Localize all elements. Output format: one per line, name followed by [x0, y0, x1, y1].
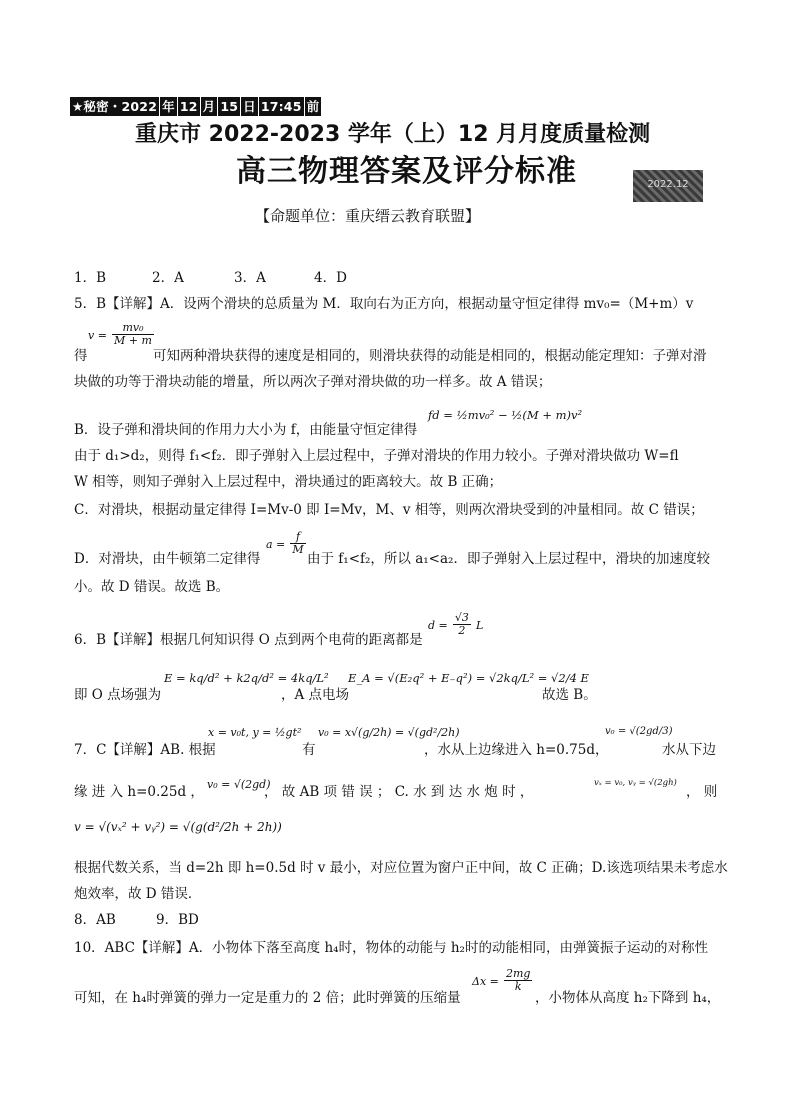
q7-line1-mid: 有 [302, 742, 316, 758]
q5-line6: W 相等，则知子弹射入上层过程中，滑块通过的距离较大。故 B 正确； [74, 474, 503, 490]
q7-line1-prefix: 7．C【详解】AB. 根据 [74, 742, 216, 758]
q5-line8-prefix: D．对滑块，由牛顿第二定律得 [74, 551, 261, 567]
q7-line5: 炮效率，故 D 错误． [74, 886, 202, 902]
secret-seg: 日 [243, 99, 256, 114]
formula-energy: fd = ½mv₀² − ½(M + m)v² [428, 408, 583, 422]
formula-xy: x = v₀t, y = ½gt² [208, 726, 302, 739]
q7-line4: 根据代数关系，当 d=2h 即 h=0.5d 时 v 最小，对应位置为窗户正中间，故 C 正确；D.该选项结果未考虑水 [74, 860, 728, 876]
formula-v0: v₀ = x√(g/2h) = √(gd²/2h) [318, 726, 460, 739]
secret-seg: 前 [306, 99, 320, 114]
formula-a: a = $\frac{f}{M}$ [266, 530, 304, 556]
q10-line2-end: ，小物体从高度 h₂下降到 h₄， [535, 990, 721, 1006]
q10-line1: 10．ABC【详解】A．小物体下落至高度 h₄时，物体的动能与 h₂时的动能相同，由弹簧振子运动的对称性 [74, 940, 708, 956]
q5-line2: 可知两种滑块获得的速度是相同的，则滑块获得的动能是相同的，根据动能定理知：子弹对滑 [153, 348, 707, 364]
answer-item: 3．A [234, 270, 266, 286]
formula-vxy: vₓ = v₀, vᵧ = √(2gh) [594, 778, 677, 788]
q6-line1: 6．B【详解】根据几何知识得 O 点到两个电荷的距离都是 [74, 632, 423, 648]
formula-v-total: v = √(vₓ² + vᵧ²) = √(g(d²/2h + 2h)) [74, 820, 282, 834]
q7-line2-prefix: 缘 进 入 h=0.25d ， [74, 784, 204, 800]
q5-line2-prefix: 得 [74, 348, 88, 364]
answer-item: 4．D [314, 270, 347, 286]
answer-item: 1．B [74, 270, 107, 286]
answers-1-4 [74, 268, 347, 288]
secret-seg: 12 [179, 99, 198, 114]
q5-line3: 块做的功等于滑块动能的增量，所以两次子弹对滑块做的功一样多。故 A 错误； [74, 374, 552, 390]
formula-dx: Δx = $\frac{2mg}{k}$ [472, 967, 531, 993]
formula-E: E = kq/d² + k2q/d² = 4kq/L² [164, 671, 329, 685]
secret-seg: 15 [220, 99, 239, 114]
q5-line1: 5．B【详解】A．设两个滑块的总质量为 M．取向右为正方向，根据动量守恒定律得 mv₀=（M+m）v [74, 296, 694, 312]
formula-d: d = $\frac{√3}{2}$ L [428, 611, 484, 637]
answer-item: 9．BD [156, 912, 199, 928]
formula-v0-b: v₀ = √(2gd) [207, 778, 271, 791]
date-stamp: 2022.12 [633, 170, 703, 202]
formula-v0-a: v₀ = √(2gd/3) [605, 726, 673, 737]
q6-line2-end: 故选 B。 [542, 687, 597, 703]
formula-EA: E_A = √(E₂q² + E₋q²) = √2kq/L² = √2/4 E [348, 671, 589, 685]
exam-title: 重庆市 2022-2023 学年（上）12 月月度质量检测 [135, 122, 651, 147]
q6-line2-prefix: 即 O 点场强为 [74, 687, 162, 703]
q5-line9: 小。故 D 错误。故选 B。 [74, 579, 230, 595]
q7-line1-end: 水从下边 [662, 742, 716, 758]
q5-line5: 由于 d₁>d₂，则得 f₁<f₂．即子弹射入上层过程中，子弹对滑块的作用力较小。子弹对滑块做功 W=fl [74, 448, 679, 464]
q5-line8: 由于 f₁<f₂，所以 a₁<a₂．即子弹射入上层过程中，滑块的加速度较 [307, 551, 710, 567]
q5-line4: B．设子弹和滑块间的作用力大小为 f，由能量守恒定律得 [74, 422, 418, 438]
secret-label [70, 97, 322, 115]
answer-item: 2．A [152, 270, 184, 286]
q6-line2-mid: ，A 点电场 [281, 687, 350, 703]
secret-seg: ★秘密・2022 [72, 99, 158, 114]
secret-seg: 月 [202, 99, 216, 114]
q7-line2-end: ， 则 [686, 784, 718, 800]
q7-line1-mid2: ，水从上边缘进入 h=0.75d， [424, 742, 609, 758]
formula-v: v = $\frac{\text{mv₀}}{M + m}$ [88, 321, 152, 347]
author-unit: 【命题单位：重庆缙云教育联盟】 [255, 207, 481, 225]
answer-item: 8．AB [74, 912, 116, 928]
q7-line2-mid: ， 故 AB 项 错 误 ； C. 水 到 达 水 炮 时 ， [264, 784, 534, 800]
secret-seg: 年 [162, 99, 175, 114]
secret-seg: 17:45 [260, 99, 302, 114]
q10-line2-prefix: 可知，在 h₄时弹簧的弹力一定是重力的 2 倍；此时弹簧的压缩量 [74, 990, 461, 1006]
document-title: 高三物理答案及评分标准 [236, 154, 577, 189]
answers-8-9 [74, 910, 199, 930]
q5-line7: C．对滑块，根据动量定律得 I=Mv-0 即 I=Mv，M、v 相等，则两次滑块受到的冲量相同。故 C 错误； [74, 502, 704, 518]
